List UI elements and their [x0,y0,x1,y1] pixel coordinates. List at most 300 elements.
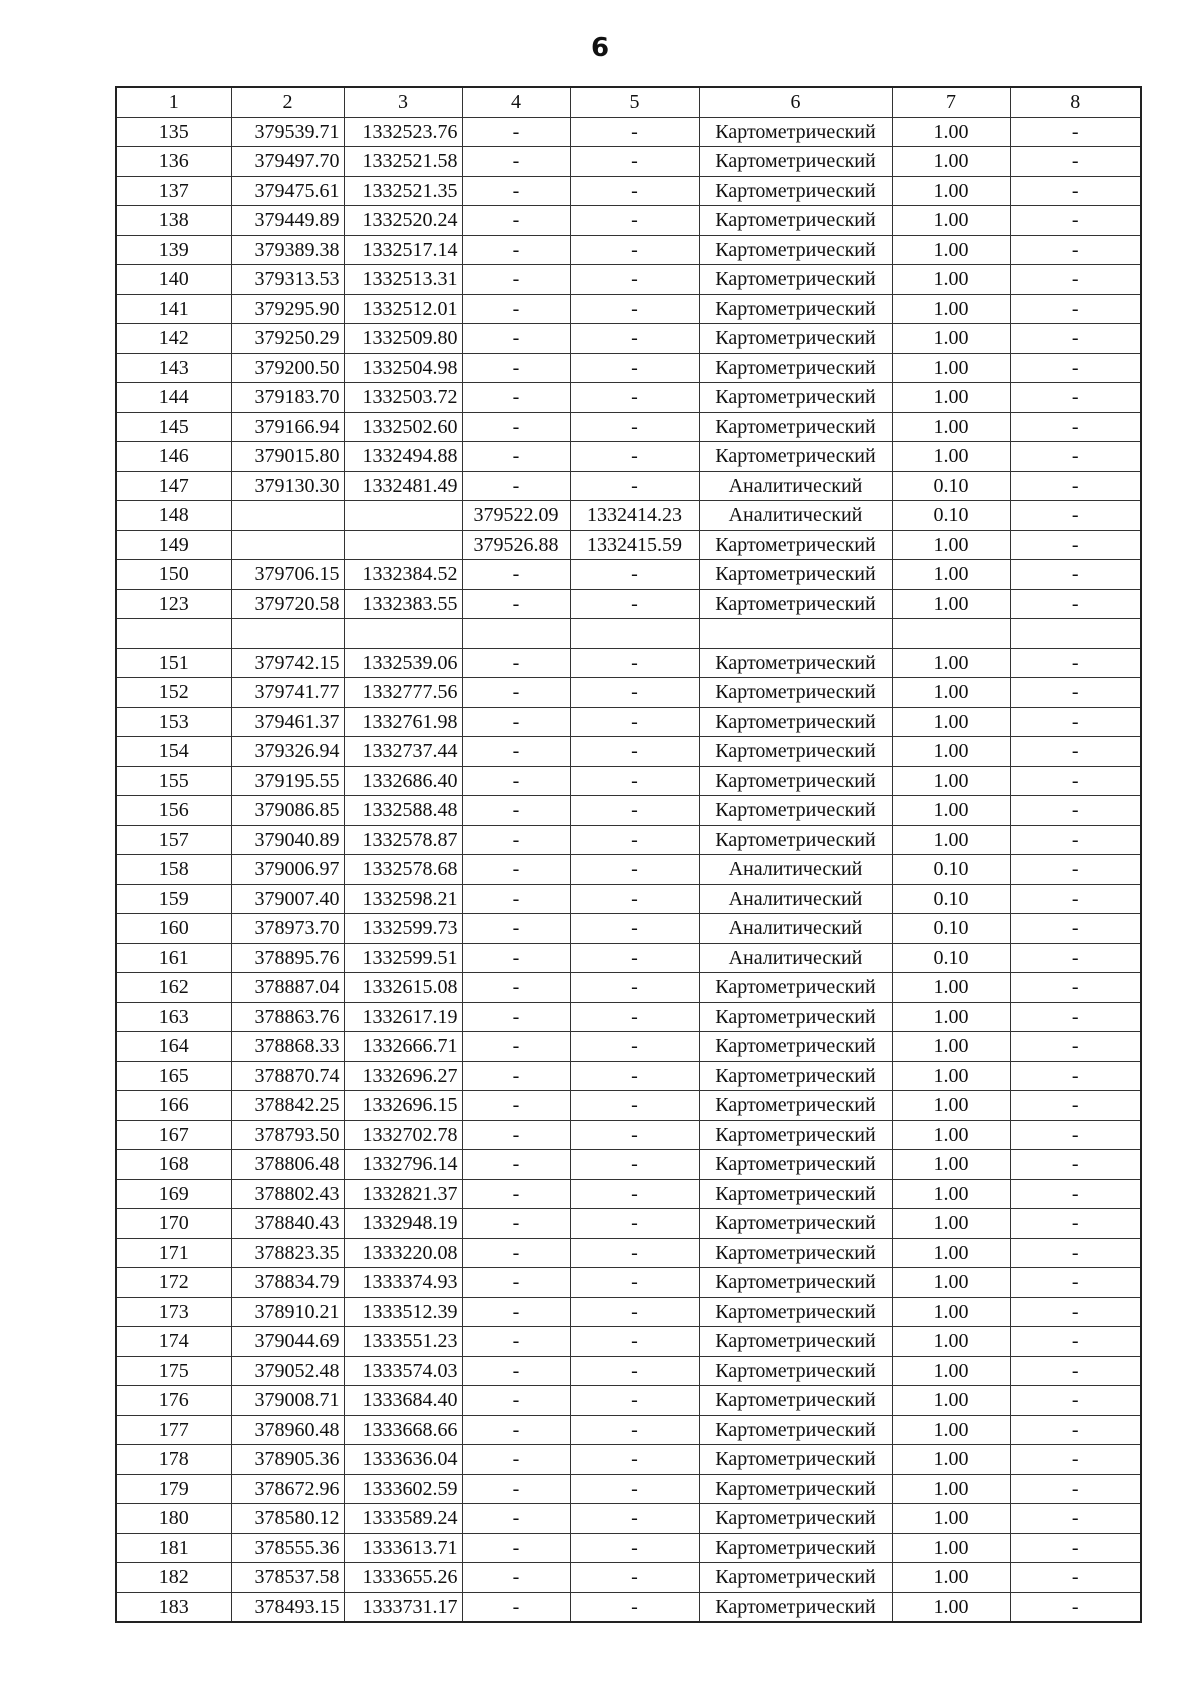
accuracy-cell: 1.00 [892,1415,1010,1445]
column-header: 6 [699,87,892,117]
point-number-cell: 145 [116,412,231,442]
x-coordinate-cell [231,530,344,560]
method-cell: Картометрический [699,737,892,767]
method-cell: Аналитический [699,884,892,914]
point-number-cell: 167 [116,1120,231,1150]
table-header-row [116,87,1141,117]
table-row [116,1238,1141,1268]
accuracy-cell: 1.00 [892,294,1010,324]
method-cell: Картометрический [699,353,892,383]
method-cell: Картометрический [699,383,892,413]
y-coordinate-cell: 1332481.49 [344,471,462,501]
method-cell: Картометрический [699,147,892,177]
point-number-cell: 151 [116,648,231,678]
accuracy-cell: 1.00 [892,265,1010,295]
y-new-coordinate-cell [570,619,699,649]
table-row [116,176,1141,206]
y-new-coordinate-cell: - [570,1179,699,1209]
table-row [116,530,1141,560]
table-row [116,324,1141,354]
y-coordinate-cell [344,619,462,649]
x-new-coordinate-cell: - [462,1327,570,1357]
table-row [116,1533,1141,1563]
note-cell: - [1010,914,1141,944]
accuracy-cell: 1.00 [892,147,1010,177]
x-coordinate-cell: 378840.43 [231,1209,344,1239]
y-new-coordinate-cell: - [570,412,699,442]
y-coordinate-cell: 1333574.03 [344,1356,462,1386]
method-cell: Картометрический [699,442,892,472]
y-coordinate-cell: 1333731.17 [344,1592,462,1622]
x-coordinate-cell: 379449.89 [231,206,344,236]
y-coordinate-cell: 1332696.15 [344,1091,462,1121]
y-coordinate-cell: 1332948.19 [344,1209,462,1239]
table-row [116,1297,1141,1327]
point-number-cell: 181 [116,1533,231,1563]
accuracy-cell: 1.00 [892,176,1010,206]
accuracy-cell: 1.00 [892,973,1010,1003]
point-number-cell: 159 [116,884,231,914]
table-row [116,294,1141,324]
table-row [116,766,1141,796]
accuracy-cell: 1.00 [892,1445,1010,1475]
y-coordinate-cell: 1332666.71 [344,1032,462,1062]
y-new-coordinate-cell: - [570,442,699,472]
x-coordinate-cell: 379539.71 [231,117,344,147]
point-number-cell: 123 [116,589,231,619]
table-row [116,1268,1141,1298]
x-new-coordinate-cell: - [462,678,570,708]
table-row [116,1356,1141,1386]
y-new-coordinate-cell: - [570,707,699,737]
y-new-coordinate-cell: - [570,1297,699,1327]
table-row [116,471,1141,501]
x-new-coordinate-cell: - [462,1474,570,1504]
y-new-coordinate-cell: - [570,1474,699,1504]
y-coordinate-cell: 1333684.40 [344,1386,462,1416]
accuracy-cell: 1.00 [892,1209,1010,1239]
x-coordinate-cell: 379389.38 [231,235,344,265]
table-row [116,648,1141,678]
note-cell: - [1010,147,1141,177]
x-coordinate-cell: 378895.76 [231,943,344,973]
table-row [116,501,1141,531]
point-number-cell: 142 [116,324,231,354]
x-coordinate-cell: 379742.15 [231,648,344,678]
accuracy-cell: 0.10 [892,943,1010,973]
note-cell: - [1010,1238,1141,1268]
table-row [116,1179,1141,1209]
y-coordinate-cell: 1333655.26 [344,1563,462,1593]
y-new-coordinate-cell: - [570,1238,699,1268]
table-row [116,884,1141,914]
x-new-coordinate-cell: - [462,855,570,885]
x-new-coordinate-cell: - [462,1002,570,1032]
note-cell: - [1010,648,1141,678]
column-header: 3 [344,87,462,117]
point-number-cell: 153 [116,707,231,737]
table-row [116,1504,1141,1534]
point-number-cell: 158 [116,855,231,885]
accuracy-cell: 1.00 [892,796,1010,826]
table-row [116,1032,1141,1062]
method-cell: Картометрический [699,1268,892,1298]
note-cell: - [1010,353,1141,383]
accuracy-cell: 0.10 [892,471,1010,501]
x-new-coordinate-cell: - [462,737,570,767]
method-cell: Картометрический [699,206,892,236]
x-coordinate-cell: 379313.53 [231,265,344,295]
table-row [116,206,1141,236]
x-new-coordinate-cell: - [462,294,570,324]
y-new-coordinate-cell: - [570,176,699,206]
accuracy-cell: 1.00 [892,235,1010,265]
y-new-coordinate-cell: - [570,855,699,885]
y-new-coordinate-cell: - [570,1504,699,1534]
x-coordinate-cell: 378973.70 [231,914,344,944]
x-coordinate-cell: 379044.69 [231,1327,344,1357]
table-row [116,1120,1141,1150]
y-new-coordinate-cell: - [570,1327,699,1357]
table-row [116,560,1141,590]
point-number-cell: 172 [116,1268,231,1298]
accuracy-cell: 1.00 [892,383,1010,413]
x-new-coordinate-cell [462,619,570,649]
x-new-coordinate-cell: - [462,353,570,383]
note-cell: - [1010,1268,1141,1298]
method-cell: Картометрический [699,235,892,265]
x-coordinate-cell: 378806.48 [231,1150,344,1180]
point-number-cell: 143 [116,353,231,383]
x-coordinate-cell: 378910.21 [231,1297,344,1327]
note-cell: - [1010,383,1141,413]
y-coordinate-cell [344,530,462,560]
note-cell: - [1010,176,1141,206]
note-cell: - [1010,1592,1141,1622]
y-coordinate-cell: 1332521.35 [344,176,462,206]
x-new-coordinate-cell: - [462,796,570,826]
x-coordinate-cell: 379200.50 [231,353,344,383]
x-new-coordinate-cell: - [462,1209,570,1239]
x-new-coordinate-cell: - [462,1091,570,1121]
accuracy-cell: 1.00 [892,1327,1010,1357]
note-cell: - [1010,1504,1141,1534]
y-coordinate-cell: 1332588.48 [344,796,462,826]
point-number-cell: 163 [116,1002,231,1032]
x-coordinate-cell: 378793.50 [231,1120,344,1150]
x-coordinate-cell: 379040.89 [231,825,344,855]
x-coordinate-cell: 378870.74 [231,1061,344,1091]
x-coordinate-cell: 378960.48 [231,1415,344,1445]
point-number-cell: 150 [116,560,231,590]
note-cell: - [1010,560,1141,590]
point-number-cell: 166 [116,1091,231,1121]
note-cell: - [1010,973,1141,1003]
accuracy-cell: 1.00 [892,1061,1010,1091]
y-new-coordinate-cell: - [570,1356,699,1386]
table-row [116,973,1141,1003]
y-coordinate-cell: 1332503.72 [344,383,462,413]
table-row [116,1150,1141,1180]
y-new-coordinate-cell: - [570,943,699,973]
accuracy-cell: 1.00 [892,1238,1010,1268]
x-coordinate-cell: 378842.25 [231,1091,344,1121]
x-coordinate-cell: 379741.77 [231,678,344,708]
y-new-coordinate-cell: - [570,147,699,177]
coordinates-table [115,86,1142,1623]
y-new-coordinate-cell: - [570,117,699,147]
method-cell: Аналитический [699,914,892,944]
x-coordinate-cell: 379130.30 [231,471,344,501]
accuracy-cell [892,619,1010,649]
note-cell: - [1010,1386,1141,1416]
note-cell: - [1010,117,1141,147]
note-cell: - [1010,1297,1141,1327]
x-new-coordinate-cell: - [462,1297,570,1327]
table-row [116,442,1141,472]
table-row [116,265,1141,295]
method-cell: Картометрический [699,589,892,619]
note-cell: - [1010,1563,1141,1593]
x-new-coordinate-cell: - [462,766,570,796]
y-new-coordinate-cell: - [570,914,699,944]
point-number-cell: 156 [116,796,231,826]
method-cell: Аналитический [699,943,892,973]
x-coordinate-cell: 379195.55 [231,766,344,796]
method-cell: Картометрический [699,1445,892,1475]
y-new-coordinate-cell: - [570,825,699,855]
point-number-cell: 144 [116,383,231,413]
accuracy-cell: 1.00 [892,206,1010,236]
note-cell: - [1010,206,1141,236]
point-number-cell: 138 [116,206,231,236]
note-cell: - [1010,294,1141,324]
x-coordinate-cell: 378537.58 [231,1563,344,1593]
column-header: 8 [1010,87,1141,117]
accuracy-cell: 1.00 [892,648,1010,678]
x-coordinate-cell: 379086.85 [231,796,344,826]
method-cell: Картометрический [699,117,892,147]
accuracy-cell: 1.00 [892,442,1010,472]
table-row [116,855,1141,885]
point-number-cell: 162 [116,973,231,1003]
x-new-coordinate-cell: - [462,1150,570,1180]
note-cell: - [1010,825,1141,855]
x-new-coordinate-cell: - [462,1268,570,1298]
y-new-coordinate-cell: - [570,1533,699,1563]
method-cell: Картометрический [699,560,892,590]
method-cell: Картометрический [699,678,892,708]
accuracy-cell: 0.10 [892,914,1010,944]
column-header: 7 [892,87,1010,117]
method-cell: Картометрический [699,1356,892,1386]
x-coordinate-cell: 379250.29 [231,324,344,354]
y-new-coordinate-cell: - [570,973,699,1003]
point-number-cell: 170 [116,1209,231,1239]
y-coordinate-cell: 1332599.73 [344,914,462,944]
x-new-coordinate-cell: - [462,471,570,501]
y-coordinate-cell: 1332599.51 [344,943,462,973]
table-row [116,589,1141,619]
point-number-cell: 136 [116,147,231,177]
column-header: 1 [116,87,231,117]
point-number-cell: 174 [116,1327,231,1357]
y-coordinate-cell: 1332494.88 [344,442,462,472]
method-cell: Картометрический [699,530,892,560]
method-cell: Аналитический [699,471,892,501]
x-coordinate-cell: 379497.70 [231,147,344,177]
x-coordinate-cell: 378834.79 [231,1268,344,1298]
y-coordinate-cell: 1332796.14 [344,1150,462,1180]
point-number-cell: 137 [116,176,231,206]
table-body [116,117,1141,1622]
method-cell: Картометрический [699,176,892,206]
method-cell: Картометрический [699,707,892,737]
y-coordinate-cell: 1332737.44 [344,737,462,767]
point-number-cell: 179 [116,1474,231,1504]
x-coordinate-cell: 379052.48 [231,1356,344,1386]
x-new-coordinate-cell: - [462,235,570,265]
x-coordinate-cell: 379015.80 [231,442,344,472]
y-coordinate-cell: 1333602.59 [344,1474,462,1504]
x-coordinate-cell: 378580.12 [231,1504,344,1534]
method-cell [699,619,892,649]
y-coordinate-cell: 1332578.87 [344,825,462,855]
table-row [116,914,1141,944]
table-row [116,619,1141,649]
y-coordinate-cell: 1332509.80 [344,324,462,354]
accuracy-cell: 1.00 [892,412,1010,442]
y-coordinate-cell: 1332598.21 [344,884,462,914]
x-coordinate-cell: 379706.15 [231,560,344,590]
point-number-cell: 161 [116,943,231,973]
note-cell: - [1010,1356,1141,1386]
y-new-coordinate-cell: - [570,1268,699,1298]
point-number-cell: 139 [116,235,231,265]
accuracy-cell: 1.00 [892,353,1010,383]
note-cell: - [1010,1061,1141,1091]
point-number-cell: 175 [116,1356,231,1386]
y-coordinate-cell: 1332617.19 [344,1002,462,1032]
accuracy-cell: 1.00 [892,1297,1010,1327]
x-new-coordinate-cell: - [462,176,570,206]
table-row [116,1327,1141,1357]
accuracy-cell: 1.00 [892,737,1010,767]
note-cell: - [1010,678,1141,708]
y-coordinate-cell: 1332702.78 [344,1120,462,1150]
y-new-coordinate-cell: - [570,265,699,295]
y-new-coordinate-cell: - [570,1120,699,1150]
accuracy-cell: 1.00 [892,1504,1010,1534]
method-cell: Картометрический [699,1120,892,1150]
accuracy-cell: 1.00 [892,117,1010,147]
method-cell: Картометрический [699,1504,892,1534]
y-coordinate-cell: 1332686.40 [344,766,462,796]
note-cell: - [1010,442,1141,472]
y-new-coordinate-cell: - [570,1386,699,1416]
x-coordinate-cell: 379166.94 [231,412,344,442]
y-new-coordinate-cell: - [570,1091,699,1121]
point-number-cell: 152 [116,678,231,708]
accuracy-cell: 1.00 [892,1002,1010,1032]
accuracy-cell: 1.00 [892,324,1010,354]
point-number-cell [116,619,231,649]
note-cell: - [1010,1120,1141,1150]
method-cell: Картометрический [699,1327,892,1357]
table-row [116,1209,1141,1239]
point-number-cell: 171 [116,1238,231,1268]
x-coordinate-cell: 378802.43 [231,1179,344,1209]
x-coordinate-cell [231,619,344,649]
y-coordinate-cell: 1332384.52 [344,560,462,590]
x-new-coordinate-cell: - [462,1120,570,1150]
table-row [116,825,1141,855]
method-cell: Картометрический [699,1091,892,1121]
table-row [116,796,1141,826]
accuracy-cell: 1.00 [892,1386,1010,1416]
point-number-cell: 148 [116,501,231,531]
note-cell: - [1010,1179,1141,1209]
point-number-cell: 157 [116,825,231,855]
x-coordinate-cell: 379007.40 [231,884,344,914]
note-cell: - [1010,1474,1141,1504]
x-coordinate-cell: 379006.97 [231,855,344,885]
y-coordinate-cell: 1332821.37 [344,1179,462,1209]
x-new-coordinate-cell: - [462,1504,570,1534]
y-coordinate-cell: 1333668.66 [344,1415,462,1445]
table-row [116,737,1141,767]
y-new-coordinate-cell: - [570,1592,699,1622]
accuracy-cell: 1.00 [892,1120,1010,1150]
page-number: 6 [590,33,610,63]
method-cell: Картометрический [699,1032,892,1062]
note-cell: - [1010,471,1141,501]
y-coordinate-cell: 1332615.08 [344,973,462,1003]
y-coordinate-cell: 1332523.76 [344,117,462,147]
y-new-coordinate-cell: - [570,1061,699,1091]
x-new-coordinate-cell: - [462,707,570,737]
x-coordinate-cell: 379326.94 [231,737,344,767]
method-cell: Картометрический [699,294,892,324]
y-coordinate-cell [344,501,462,531]
accuracy-cell: 1.00 [892,1268,1010,1298]
column-header: 5 [570,87,699,117]
y-new-coordinate-cell: - [570,560,699,590]
table-row [116,117,1141,147]
y-coordinate-cell: 1333613.71 [344,1533,462,1563]
x-new-coordinate-cell: - [462,589,570,619]
note-cell: - [1010,501,1141,531]
accuracy-cell: 1.00 [892,530,1010,560]
method-cell: Картометрический [699,1002,892,1032]
table-row [116,943,1141,973]
y-new-coordinate-cell: - [570,1150,699,1180]
x-new-coordinate-cell: - [462,265,570,295]
x-new-coordinate-cell: - [462,206,570,236]
method-cell: Картометрический [699,1061,892,1091]
table-row [116,1002,1141,1032]
y-new-coordinate-cell: - [570,206,699,236]
x-new-coordinate-cell: - [462,914,570,944]
y-coordinate-cell: 1332504.98 [344,353,462,383]
table-row [116,678,1141,708]
x-coordinate-cell: 378905.36 [231,1445,344,1475]
x-new-coordinate-cell: - [462,1356,570,1386]
y-new-coordinate-cell: - [570,1209,699,1239]
x-new-coordinate-cell: - [462,560,570,590]
note-cell: - [1010,1002,1141,1032]
x-new-coordinate-cell: 379522.09 [462,501,570,531]
